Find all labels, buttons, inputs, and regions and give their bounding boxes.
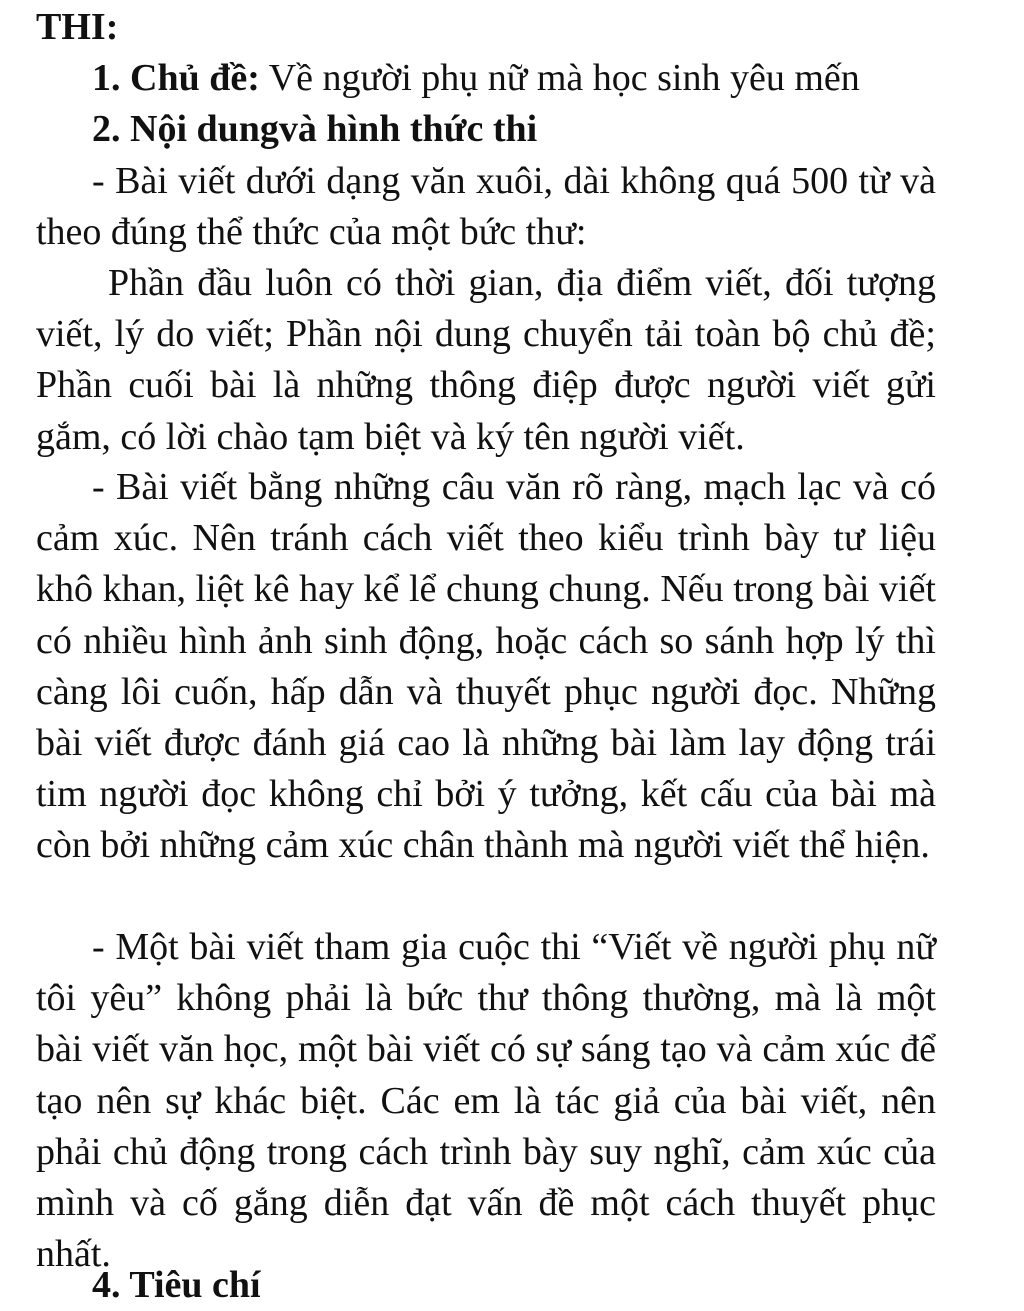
- cropped-text: 4. Tiêu chí: [92, 1264, 261, 1306]
- section-heading: THI:: [36, 6, 119, 48]
- cropped-next-line: [36, 1262, 261, 1306]
- paragraph-literary-work: - Một bài viết tham gia cuộc thi “Viết về người phụ nữ tôi yêu” không phải là bức thư thông thường, mà là một bài viết văn học, một bài viết có sự sáng tạo và cảm xúc để tạo nên sự khác biệt. Các em là tác giả của bài viết, nên phải chủ động trong cách trình bày suy nghĩ, cảm xúc của mình và cố gắng diễn đạt vấn đề một cách thuyết phục nhất.: [36, 926, 936, 1276]
- paragraph-format: - Bài viết dưới dạng văn xuôi, dài không quá 500 từ và theo đúng thể thức của một bức thư:: [36, 160, 936, 254]
- topic-label: 1. Chủ đề:: [92, 57, 260, 99]
- paragraph-writing-style: - Bài viết bằng những câu văn rõ ràng, mạch lạc và có cảm xúc. Nên tránh cách viết theo kiểu trình bày tư liệu khô khan, liệt kê hay kể lể chung chung. Nếu trong bài viết có nhiều hình ảnh sinh động, hoặc cách so sánh hợp lý thì càng lôi cuốn, hấp dẫn và thuyết phục người đọc. Những bài viết được đánh giá cao là những bài làm lay động trái tim người đọc không chỉ bởi ý tưởng, kết cấu của bài mà còn bởi những cảm xúc chân thành mà người viết thể hiện.: [36, 466, 936, 867]
- paragraph-letter-structure: Phần đầu luôn có thời gian, địa điểm viết, đối tượng viết, lý do viết; Phần nội dung chuyển tải toàn bộ chủ đề; Phần cuối bài là những thông điệp được người viết gửi gắm, có lời chào tạm biệt và ký tên người viết.: [36, 262, 936, 458]
- topic-text: Về người phụ nữ mà học sinh yêu mến: [259, 57, 860, 99]
- topic-line: [92, 53, 860, 104]
- content-form-heading: 2. Nội dungvà hình thức thi: [92, 108, 538, 150]
